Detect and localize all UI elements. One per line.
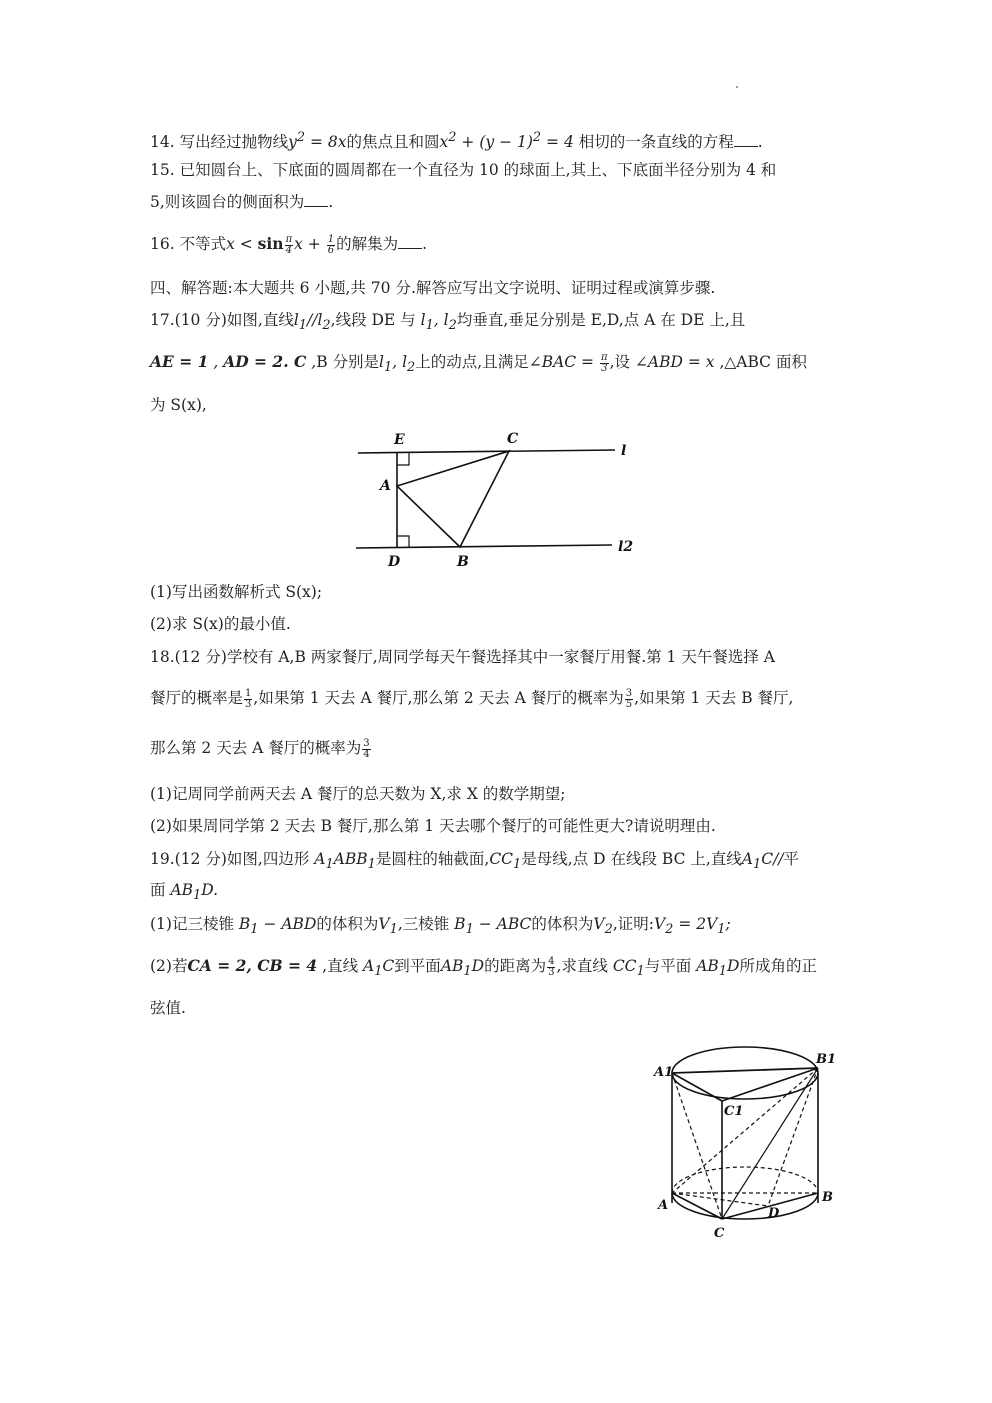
q17-text-7: ,△ABC 面积 bbox=[719, 353, 807, 371]
q18-text-4: 那么第 2 天去 A 餐厅的概率为 bbox=[150, 739, 362, 757]
q19-v1: $V_1$ bbox=[378, 915, 398, 938]
q16-end: . bbox=[422, 235, 428, 253]
figure-17 bbox=[340, 425, 660, 575]
q16-inequality: x < sin $\frac{\pi}{4}$ x + $\frac{1}{6}$ bbox=[226, 233, 335, 256]
q19-text-2: 是圆柱的轴截面, bbox=[375, 850, 490, 868]
label-e: E bbox=[394, 432, 405, 448]
q19-plane-2: $AB_1D$ bbox=[440, 957, 485, 980]
q18-frac-2 bbox=[625, 689, 633, 710]
q19-a1c: $A_1C$ bbox=[358, 957, 395, 980]
q19-sub2-text-2: ,直线 bbox=[322, 957, 359, 975]
right-angle-d bbox=[397, 536, 409, 548]
q19-sub2 bbox=[150, 956, 817, 982]
label-d: D bbox=[388, 554, 401, 570]
edge-b1d bbox=[768, 1068, 818, 1206]
q15-text: 5,则该圆台的侧面积为 bbox=[150, 193, 305, 211]
q19-v-relation: $V_2 = 2V_1$; bbox=[653, 915, 731, 938]
q19-text-4: 平 bbox=[783, 850, 800, 868]
q18-frac-3-den: 4 bbox=[363, 748, 370, 760]
line-l1 bbox=[358, 450, 615, 453]
q19-sub1-text-2: 的体积为 bbox=[316, 915, 379, 933]
q19-plane: $AB_1D$. bbox=[165, 881, 219, 904]
right-angle-e bbox=[397, 453, 409, 465]
line-l2 bbox=[356, 545, 612, 548]
q19-cc1: $CC_1$ bbox=[489, 850, 522, 873]
q19-text-5: 面 bbox=[150, 881, 166, 899]
q19-sub2-text-1: (2)若 bbox=[150, 957, 188, 975]
question-16 bbox=[150, 234, 427, 256]
edge-c1b1 bbox=[722, 1068, 818, 1101]
q17-lines: $l_1$, $l_2$ bbox=[420, 311, 457, 334]
q16-text-2: 的解集为 bbox=[336, 235, 399, 253]
q14-text-3: 相切的一条直线的方程 bbox=[573, 133, 734, 152]
q19-sub2-line2: 弦值. bbox=[150, 999, 186, 1017]
q19-sub1-text-1: (1)记三棱锥 bbox=[150, 915, 234, 933]
q19-frac bbox=[547, 957, 555, 978]
label-b-bottom: B bbox=[822, 1190, 833, 1205]
q19-text-3: 是母线,点 D 在线段 BC 上,直线 bbox=[521, 850, 742, 868]
q19-sub2-text-6: 与平面 bbox=[644, 957, 692, 975]
q19-v2: $V_2$ bbox=[593, 915, 613, 938]
q14-end: . bbox=[757, 133, 763, 152]
label-c1: C1 bbox=[724, 1104, 744, 1119]
q18-frac-3-num: 3 bbox=[363, 737, 370, 749]
label-c-bottom: C bbox=[714, 1226, 725, 1241]
q17-sub1: (1)写出函数解析式 S(x); bbox=[150, 583, 323, 601]
q18-sub2: (2)如果周同学第 2 天去 B 餐厅,那么第 1 天去哪个餐厅的可能性更大?请说明理由. bbox=[150, 817, 716, 835]
q17-parallel: $l_1//l_2$ bbox=[293, 311, 331, 334]
label-a: A bbox=[380, 478, 391, 494]
q19-sub1-text-4: 的体积为 bbox=[531, 915, 594, 933]
label-c: C bbox=[507, 431, 519, 447]
q18-sub1: (1)记周同学前两天去 A 餐厅的总天数为 X,求 X 的数学期望; bbox=[150, 785, 566, 803]
q14-answer-blank[interactable] bbox=[734, 132, 758, 147]
bottom-ellipse-front bbox=[672, 1193, 818, 1219]
q19-sub2-text-4: 的距离为 bbox=[484, 957, 547, 975]
q19-sub1-text-3: ,三棱锥 bbox=[397, 915, 450, 933]
q19-text-1: 19.(12 分)如图,四边形 bbox=[150, 850, 310, 868]
q19-plane-3: $AB_1D$ bbox=[691, 957, 740, 980]
edge-ad bbox=[672, 1193, 768, 1206]
q18-frac-1-den: 3 bbox=[245, 698, 252, 710]
q19-pyramid-2: $B_1$ − ABC bbox=[449, 915, 532, 938]
question-19-line1 bbox=[150, 849, 799, 875]
question-17-line3: 为 S(x), bbox=[150, 396, 207, 414]
q17-lengths: AE = 1 , AD = 2. C , bbox=[150, 352, 317, 371]
q19-sub1-text-5: ,证明: bbox=[612, 915, 654, 933]
edge-a1b1 bbox=[672, 1068, 818, 1073]
edge-ac bbox=[672, 1193, 722, 1219]
label-l1: l bbox=[621, 443, 627, 459]
q14-text-2: 的焦点且和圆 bbox=[346, 133, 440, 152]
label-b: B bbox=[457, 554, 469, 570]
q19-cc1-2: $CC_1$ bbox=[607, 957, 645, 980]
label-b1: B1 bbox=[816, 1052, 837, 1067]
question-17-line1 bbox=[150, 310, 745, 336]
q17-text-4: B 分别是 bbox=[316, 353, 380, 371]
q19-sub2-text-5: ,求直线 bbox=[556, 957, 608, 975]
q18-frac-1 bbox=[244, 689, 252, 710]
question-18-line3 bbox=[150, 738, 372, 760]
q17-lines-2: $l_1$, $l_2$ bbox=[379, 353, 416, 376]
figure-19-cylinder bbox=[650, 1035, 850, 1245]
q17-text-5: 上的动点,且满足 bbox=[415, 353, 529, 371]
q19-frac-den: 3 bbox=[548, 966, 555, 978]
q18-text-2: ,如果第 1 天去 A 餐厅,那么第 2 天去 A 餐厅的概率为 bbox=[253, 689, 624, 707]
q14-parabola: $y^2 = 8x$ bbox=[288, 130, 347, 152]
q17-text-2: ,线段 DE 与 bbox=[330, 311, 421, 329]
question-15-line2 bbox=[150, 192, 333, 212]
q18-frac-2-den: 5 bbox=[625, 698, 633, 710]
bottom-ellipse-back bbox=[672, 1167, 818, 1193]
q19-lengths: CA = 2, CB = 4 bbox=[187, 956, 318, 975]
q15-answer-blank[interactable] bbox=[304, 192, 328, 207]
question-18-line1: 18.(12 分)学校有 A,B 两家餐厅,周同学每天午餐选择其中一家餐厅用餐.第 1 天午餐选择 A bbox=[150, 648, 775, 666]
question-17-line2 bbox=[150, 352, 807, 378]
question-14 bbox=[150, 128, 763, 152]
q16-answer-blank[interactable] bbox=[398, 234, 422, 249]
label-a-bottom: A bbox=[658, 1198, 669, 1213]
label-a1: A1 bbox=[654, 1065, 674, 1080]
q18-frac-1-num: 1 bbox=[245, 687, 252, 699]
question-15-line1: 15. 已知圆台上、下底面的圆周都在一个直径为 10 的球面上,其上、下底面半径分别为 4 和 bbox=[150, 161, 777, 179]
question-19-line2 bbox=[150, 880, 218, 906]
label-d: D bbox=[768, 1206, 780, 1221]
label-l2: l2 bbox=[618, 539, 634, 555]
q17-text-6: ,设 bbox=[609, 353, 630, 371]
q18-frac-2-num: 3 bbox=[625, 687, 633, 699]
triangle-abc bbox=[397, 451, 509, 547]
q19-quad: $A_1ABB_1$ bbox=[309, 850, 376, 873]
question-18-line2 bbox=[150, 688, 793, 710]
edge-a1c1 bbox=[672, 1073, 722, 1101]
q17-text-3: 均垂直,垂足分别是 E,D,点 A 在 DE 上,且 bbox=[456, 311, 746, 329]
q14-text-1: 14. 写出经过抛物线 bbox=[150, 133, 289, 152]
q19-sub2-text-3: 到平面 bbox=[394, 957, 441, 975]
q19-sub1 bbox=[150, 914, 731, 940]
q18-frac-3 bbox=[362, 739, 370, 760]
section-4-heading: 四、解答题:本大题共 6 小题,共 70 分.解答应写出文字说明、证明过程或演算步骤. bbox=[150, 279, 716, 297]
q19-frac-num: 4 bbox=[548, 955, 555, 967]
q15-end: . bbox=[328, 193, 334, 211]
q19-a1c-parallel: $A_1C//$ bbox=[741, 850, 784, 873]
q19-sub2-text-7: 所成角的正 bbox=[739, 957, 817, 975]
q17-text-1: 17.(10 分)如图,直线 bbox=[150, 311, 294, 329]
q18-text-3: ,如果第 1 天去 B 餐厅, bbox=[634, 689, 794, 707]
q16-text-1: 16. 不等式 bbox=[150, 235, 227, 253]
q17-angle-bac: ∠BAC = $\frac{\pi}{3}$ bbox=[528, 351, 608, 374]
q19-pyramid-1: $B_1$ − ABD bbox=[233, 915, 317, 938]
q17-sub2: (2)求 S(x)的最小值. bbox=[150, 615, 291, 633]
q18-text-1: 餐厅的概率是 bbox=[150, 689, 244, 707]
q17-angle-abd: ∠ABD = x bbox=[630, 353, 720, 371]
q14-circle: $x^2 + (y - 1)^2 = 4$ bbox=[439, 130, 574, 152]
scan-speck bbox=[736, 86, 738, 88]
